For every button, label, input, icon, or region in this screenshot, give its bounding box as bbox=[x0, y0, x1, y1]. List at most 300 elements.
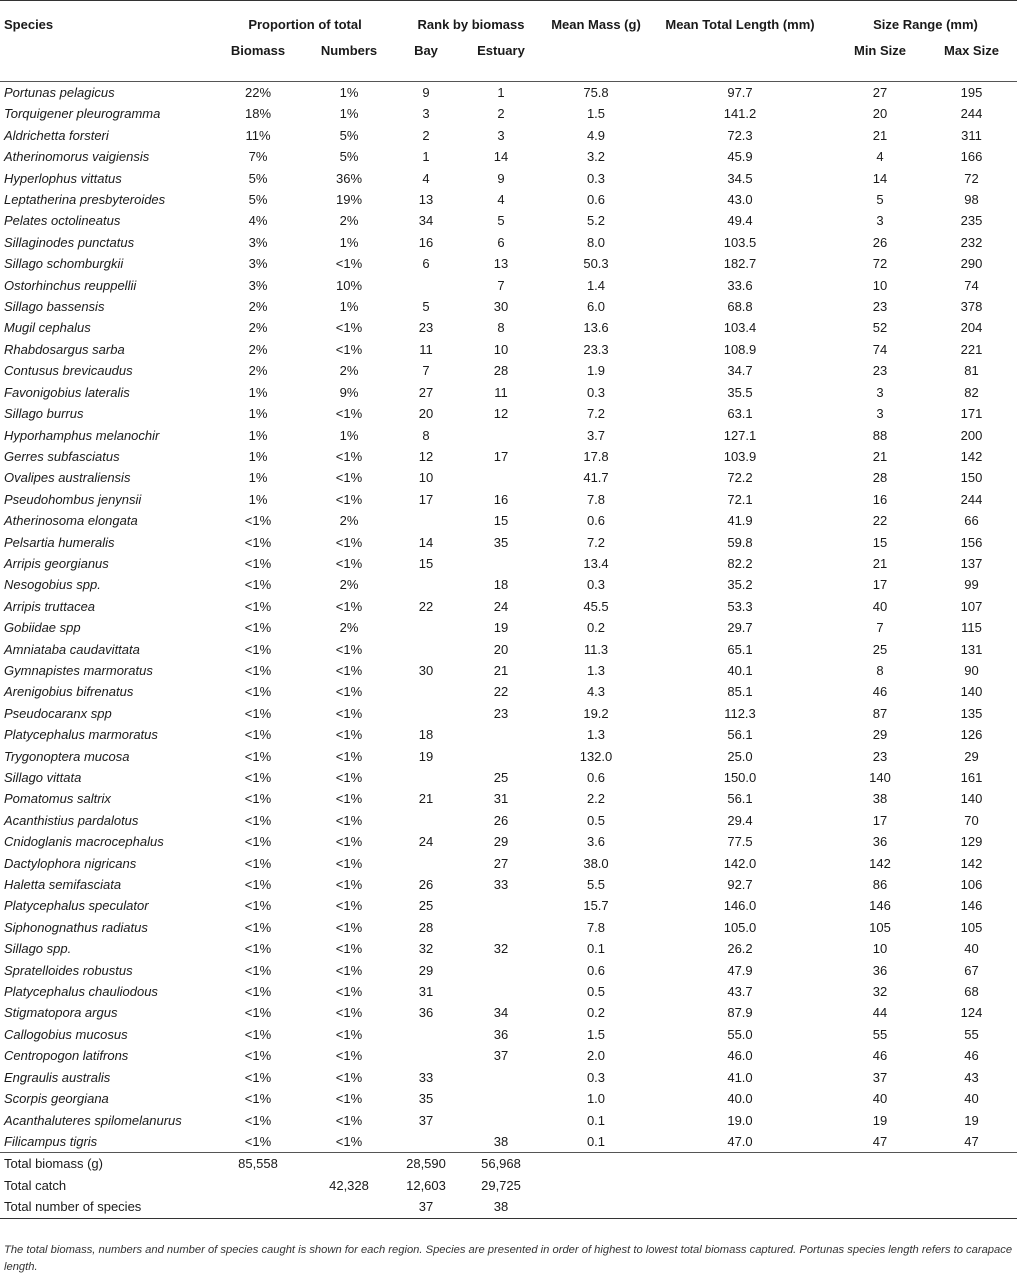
estuary-cell: 4 bbox=[497, 192, 505, 208]
biomass-cell: <1% bbox=[244, 1048, 272, 1064]
numbers-cell: <1% bbox=[335, 684, 363, 700]
species-cell: Ostorhinchus reuppellii bbox=[4, 277, 137, 293]
max-size-cell: 135 bbox=[960, 705, 983, 721]
rank-header: Rank by biomass bbox=[417, 16, 525, 32]
estuary-cell: 2 bbox=[497, 106, 505, 122]
table-row bbox=[0, 1110, 1017, 1131]
min-size-cell: 3 bbox=[876, 406, 884, 422]
biomass-cell: <1% bbox=[244, 1069, 272, 1085]
min-size-cell: 23 bbox=[872, 363, 888, 379]
numbers-cell: <1% bbox=[335, 834, 363, 850]
bay-cell bbox=[396, 1045, 456, 1066]
max-size-cell: 19 bbox=[964, 1112, 979, 1128]
biomass-cell: 1% bbox=[248, 406, 268, 422]
totals-numbers-cell: 42,328 bbox=[329, 1177, 369, 1193]
max-size-cell: 146 bbox=[960, 898, 983, 914]
bay-cell: 34 bbox=[418, 213, 434, 229]
table-row bbox=[0, 724, 1017, 745]
mean-length-cell: 182.7 bbox=[723, 256, 757, 272]
mean-length-cell: 33.6 bbox=[727, 277, 753, 293]
table-row bbox=[0, 574, 1017, 595]
mean-length-cell: 29.4 bbox=[727, 812, 753, 828]
species-cell: Gerres subfasciatus bbox=[4, 448, 120, 464]
max-size-cell: 129 bbox=[960, 834, 983, 850]
species-cell: Nesogobius spp. bbox=[4, 577, 101, 593]
mean-mass-cell: 3.6 bbox=[586, 834, 606, 850]
species-cell: Sillaginodes punctatus bbox=[4, 234, 135, 250]
species-cell: Sillago spp. bbox=[4, 941, 72, 957]
estuary-cell: 29 bbox=[493, 834, 509, 850]
species-cell: Pelsartia humeralis bbox=[4, 534, 115, 550]
mean-mass-cell: 0.3 bbox=[586, 384, 606, 400]
estuary-cell bbox=[456, 425, 546, 446]
biomass-cell: <1% bbox=[244, 577, 272, 593]
max-size-cell: 47 bbox=[964, 1133, 979, 1149]
max-size-cell: 150 bbox=[960, 470, 983, 486]
table-row bbox=[0, 617, 1017, 638]
biomass-cell: 5% bbox=[248, 192, 268, 208]
mean-length-cell: 47.9 bbox=[727, 962, 753, 978]
table-row bbox=[0, 317, 1017, 338]
mean-length-cell: 103.4 bbox=[723, 320, 757, 336]
bay-cell: 36 bbox=[418, 1005, 434, 1021]
biomass-cell: <1% bbox=[244, 1133, 272, 1149]
mean-length-cell: 85.1 bbox=[727, 684, 753, 700]
estuary-cell: 12 bbox=[493, 406, 509, 422]
numbers-cell: <1% bbox=[335, 1091, 363, 1107]
biomass-cell: <1% bbox=[244, 855, 272, 871]
estuary-cell bbox=[456, 724, 546, 745]
totals-row bbox=[0, 1153, 1017, 1175]
totals-bay-cell: 37 bbox=[418, 1199, 434, 1215]
estuary-cell: 10 bbox=[493, 341, 509, 357]
totals-label-cell: Total catch bbox=[4, 1177, 67, 1193]
species-cell: Torquigener pleurogramma bbox=[4, 106, 161, 122]
min-size-cell: 88 bbox=[872, 427, 888, 443]
totals-row bbox=[0, 1175, 1017, 1196]
species-cell: Arenigobius bifrenatus bbox=[4, 684, 134, 700]
min-size-cell: 87 bbox=[872, 705, 888, 721]
biomass-cell: 2% bbox=[248, 341, 268, 357]
mean-mass-cell: 23.3 bbox=[583, 341, 609, 357]
estuary-cell: 14 bbox=[493, 149, 509, 165]
estuary-cell: 6 bbox=[497, 234, 505, 250]
mean-length-cell: 35.5 bbox=[727, 384, 753, 400]
mean-mass-cell: 13.4 bbox=[583, 555, 609, 571]
min-size-cell: 19 bbox=[872, 1112, 888, 1128]
species-cell: Filicampus tigris bbox=[4, 1133, 98, 1149]
numbers-cell: 1% bbox=[339, 427, 359, 443]
estuary-cell: 7 bbox=[497, 277, 505, 293]
numbers-cell: <1% bbox=[335, 341, 363, 357]
max-size-cell: 204 bbox=[960, 320, 983, 336]
mean-length-cell: 41.0 bbox=[727, 1069, 753, 1085]
numbers-cell: 10% bbox=[335, 277, 363, 293]
table-row bbox=[0, 103, 1017, 124]
bay-cell: 19 bbox=[418, 748, 434, 764]
bay-cell: 21 bbox=[418, 791, 434, 807]
min-size-cell: 47 bbox=[872, 1133, 888, 1149]
species-cell: Platycephalus speculator bbox=[4, 898, 149, 914]
min-size-cell: 25 bbox=[872, 641, 888, 657]
min-size-cell: 40 bbox=[872, 1091, 888, 1107]
bay-cell: 23 bbox=[418, 320, 434, 336]
min-size-cell: 46 bbox=[872, 1048, 888, 1064]
numbers-cell: 5% bbox=[339, 127, 359, 143]
table-row bbox=[0, 1067, 1017, 1088]
bay-cell: 1 bbox=[422, 149, 430, 165]
estuary-cell: 38 bbox=[493, 1133, 509, 1149]
mean-length-cell: 26.2 bbox=[727, 941, 753, 957]
table-row bbox=[0, 553, 1017, 574]
max-size-cell: 171 bbox=[960, 406, 983, 422]
max-size-cell: 99 bbox=[964, 577, 979, 593]
mean-mass-cell: 1.9 bbox=[586, 363, 606, 379]
mean-length-cell: 63.1 bbox=[727, 406, 753, 422]
table-row bbox=[0, 1131, 1017, 1153]
min-size-cell: 8 bbox=[876, 662, 884, 678]
species-cell: Dactylophora nigricans bbox=[4, 855, 137, 871]
totals-label-cell: Total number of species bbox=[4, 1199, 142, 1215]
max-size-cell: 244 bbox=[960, 106, 983, 122]
biomass-cell: <1% bbox=[244, 1026, 272, 1042]
bay-cell: 30 bbox=[418, 662, 434, 678]
species-cell: Arripis truttacea bbox=[4, 598, 96, 614]
biomass-cell: 2% bbox=[248, 363, 268, 379]
table-row bbox=[0, 874, 1017, 895]
biomass-cell: 3% bbox=[248, 234, 268, 250]
max-size-header: Max Size bbox=[944, 42, 999, 58]
max-size-cell: 106 bbox=[960, 877, 983, 893]
numbers-cell: <1% bbox=[335, 1005, 363, 1021]
totals-biomass-cell bbox=[214, 1196, 302, 1218]
numbers-cell: <1% bbox=[335, 598, 363, 614]
min-size-cell: 44 bbox=[872, 1005, 888, 1021]
mean-length-cell: 40.0 bbox=[727, 1091, 753, 1107]
numbers-cell: <1% bbox=[335, 1048, 363, 1064]
species-cell: Trygonoptera mucosa bbox=[4, 748, 130, 764]
bay-cell: 24 bbox=[418, 834, 434, 850]
species-cell: Acanthaluteres spilomelanurus bbox=[4, 1112, 182, 1128]
species-cell: Atherinosoma elongata bbox=[4, 513, 138, 529]
biomass-cell: <1% bbox=[244, 1112, 272, 1128]
species-cell: Sillago bassensis bbox=[4, 299, 105, 315]
species-cell: Arripis georgianus bbox=[4, 555, 109, 571]
biomass-cell: <1% bbox=[244, 555, 272, 571]
max-size-cell: 161 bbox=[960, 770, 983, 785]
max-size-cell: 90 bbox=[964, 662, 979, 678]
numbers-header: Numbers bbox=[320, 42, 378, 58]
totals-estuary-cell: 56,968 bbox=[481, 1156, 521, 1172]
numbers-cell: <1% bbox=[335, 984, 363, 1000]
mean-length-cell: 56.1 bbox=[727, 791, 753, 807]
max-size-cell: 235 bbox=[960, 213, 983, 229]
species-cell: Stigmatopora argus bbox=[4, 1005, 118, 1021]
mean-mass-cell: 15.7 bbox=[583, 898, 609, 914]
mean-mass-cell: 0.5 bbox=[586, 812, 606, 828]
estuary-cell bbox=[456, 895, 546, 916]
numbers-cell: <1% bbox=[335, 1069, 363, 1085]
mean-mass-cell: 0.3 bbox=[586, 577, 606, 593]
species-cell: Gymnapistes marmoratus bbox=[4, 662, 153, 678]
bay-cell: 29 bbox=[418, 962, 434, 978]
mean-mass-cell: 50.3 bbox=[583, 256, 609, 272]
min-size-cell: 10 bbox=[872, 277, 888, 293]
numbers-cell: 1% bbox=[339, 85, 359, 100]
biomass-cell: <1% bbox=[244, 834, 272, 850]
mean-length-cell: 82.2 bbox=[727, 555, 753, 571]
biomass-cell: <1% bbox=[244, 877, 272, 893]
max-size-cell: 70 bbox=[964, 812, 979, 828]
bay-cell: 16 bbox=[418, 234, 434, 250]
numbers-cell: <1% bbox=[335, 320, 363, 336]
min-size-cell: 140 bbox=[869, 770, 891, 785]
estuary-cell: 19 bbox=[493, 620, 509, 636]
estuary-cell: 15 bbox=[493, 513, 509, 529]
bay-cell: 20 bbox=[418, 406, 434, 422]
estuary-cell: 11 bbox=[494, 384, 508, 400]
mean-length-cell: 29.7 bbox=[727, 620, 753, 636]
numbers-cell: <1% bbox=[335, 748, 363, 764]
table-row bbox=[0, 168, 1017, 189]
bay-cell: 8 bbox=[422, 427, 430, 443]
numbers-cell: 2% bbox=[339, 213, 359, 229]
species-cell: Siphonognathus radiatus bbox=[4, 919, 148, 935]
mean-mass-cell: 0.1 bbox=[586, 1133, 606, 1149]
biomass-cell: 22% bbox=[244, 85, 272, 100]
species-cell: Hyperlophus vittatus bbox=[4, 170, 122, 186]
species-cell: Contusus brevicaudus bbox=[4, 363, 133, 379]
mean-length-cell: 87.9 bbox=[727, 1005, 753, 1021]
bay-cell: 33 bbox=[418, 1069, 434, 1085]
table-row bbox=[0, 446, 1017, 467]
table-row bbox=[0, 1045, 1017, 1066]
species-cell: Cnidoglanis macrocephalus bbox=[4, 834, 164, 850]
proportion-header: Proportion of total bbox=[248, 16, 362, 32]
mean-mass-cell: 4.9 bbox=[586, 127, 606, 143]
max-size-cell: 74 bbox=[964, 277, 979, 293]
estuary-cell bbox=[456, 467, 546, 488]
mean-mass-cell: 41.7 bbox=[583, 470, 609, 486]
table-row bbox=[0, 210, 1017, 231]
mean-length-cell: 77.5 bbox=[727, 834, 753, 850]
totals-estuary-cell: 38 bbox=[493, 1199, 509, 1215]
mean-length-cell: 127.1 bbox=[723, 427, 757, 443]
min-size-cell: 21 bbox=[872, 448, 888, 464]
biomass-cell: <1% bbox=[244, 534, 272, 550]
header-row-primary bbox=[0, 1, 1017, 38]
numbers-cell: <1% bbox=[335, 962, 363, 978]
mean-mass-cell: 0.6 bbox=[586, 513, 606, 529]
mean-length-cell: 55.0 bbox=[727, 1026, 753, 1042]
bay-cell: 28 bbox=[418, 919, 434, 935]
max-size-cell: 137 bbox=[960, 555, 983, 571]
min-size-cell: 17 bbox=[872, 577, 888, 593]
min-size-cell: 28 bbox=[872, 470, 888, 486]
min-size-cell: 38 bbox=[872, 791, 888, 807]
min-size-cell: 21 bbox=[872, 127, 888, 143]
mean-mass-cell: 0.2 bbox=[586, 1005, 606, 1021]
estuary-cell bbox=[456, 917, 546, 938]
estuary-cell: 5 bbox=[497, 213, 505, 229]
min-size-cell: 26 bbox=[872, 234, 888, 250]
numbers-cell: <1% bbox=[335, 1133, 363, 1149]
max-size-cell: 195 bbox=[960, 85, 983, 100]
numbers-cell: 2% bbox=[339, 620, 359, 636]
mean-mass-cell: 2.2 bbox=[586, 791, 606, 807]
max-size-cell: 311 bbox=[961, 127, 982, 143]
bay-cell: 37 bbox=[418, 1112, 434, 1128]
mean-length-cell: 97.7 bbox=[727, 85, 753, 100]
mean-mass-cell: 3.2 bbox=[586, 149, 606, 165]
max-size-cell: 43 bbox=[964, 1069, 979, 1085]
max-size-cell: 82 bbox=[964, 384, 979, 400]
max-size-cell: 200 bbox=[960, 427, 983, 443]
bay-cell: 6 bbox=[422, 256, 430, 272]
max-size-cell: 140 bbox=[960, 791, 983, 807]
species-cell: Ovalipes australiensis bbox=[4, 470, 131, 486]
biomass-cell: 1% bbox=[248, 491, 268, 507]
mean-mass-cell: 1.3 bbox=[586, 727, 606, 743]
mean-mass-cell: 6.0 bbox=[586, 299, 606, 315]
mean-length-cell: 47.0 bbox=[727, 1133, 753, 1149]
table-row bbox=[0, 831, 1017, 852]
species-cell: Pomatomus saltrix bbox=[4, 791, 111, 807]
max-size-cell: 81 bbox=[964, 363, 979, 379]
bay-header: Bay bbox=[414, 42, 438, 58]
min-size-cell: 146 bbox=[869, 898, 891, 914]
min-size-cell: 7 bbox=[876, 620, 884, 636]
numbers-cell: <1% bbox=[335, 641, 363, 657]
numbers-cell: <1% bbox=[335, 919, 363, 935]
table-row bbox=[0, 703, 1017, 724]
max-size-cell: 40 bbox=[964, 1091, 979, 1107]
max-size-cell: 221 bbox=[960, 341, 983, 357]
estuary-cell: 27 bbox=[493, 855, 509, 871]
min-size-cell: 27 bbox=[872, 85, 888, 100]
table-row bbox=[0, 360, 1017, 381]
table-row bbox=[0, 746, 1017, 767]
min-size-cell: 29 bbox=[872, 727, 888, 743]
min-size-cell: 3 bbox=[876, 213, 884, 229]
biomass-cell: <1% bbox=[244, 641, 272, 657]
mean-mass-cell: 0.6 bbox=[586, 192, 606, 208]
bay-cell: 4 bbox=[422, 170, 430, 186]
bay-cell bbox=[396, 639, 456, 660]
mean-mass-cell: 0.3 bbox=[586, 170, 606, 186]
max-size-cell: 68 bbox=[964, 984, 979, 1000]
biomass-cell: 2% bbox=[248, 299, 268, 315]
bay-cell: 7 bbox=[422, 363, 430, 379]
biomass-cell: <1% bbox=[244, 598, 272, 614]
mean-length-cell: 108.9 bbox=[723, 341, 757, 357]
mean-length-cell: 59.8 bbox=[727, 534, 753, 550]
totals-estuary-cell: 29,725 bbox=[481, 1177, 521, 1193]
mean-mass-cell: 11.3 bbox=[583, 641, 609, 657]
min-size-cell: 20 bbox=[872, 106, 888, 122]
estuary-cell: 35 bbox=[493, 534, 509, 550]
min-size-cell: 5 bbox=[876, 192, 884, 208]
table-row bbox=[0, 125, 1017, 146]
mean-mass-cell: 0.1 bbox=[586, 941, 606, 957]
table-row bbox=[0, 425, 1017, 446]
max-size-cell: 142 bbox=[960, 855, 983, 871]
max-size-cell: 46 bbox=[964, 1048, 979, 1064]
estuary-cell: 34 bbox=[493, 1005, 509, 1021]
mean-length-cell: 72.2 bbox=[727, 470, 753, 486]
mean-length-cell: 56.1 bbox=[727, 727, 753, 743]
bay-cell: 22 bbox=[418, 598, 434, 614]
bay-cell: 2 bbox=[422, 127, 430, 143]
max-size-cell: 98 bbox=[964, 192, 979, 208]
table-row bbox=[0, 810, 1017, 831]
mean-length-cell: 19.0 bbox=[727, 1112, 753, 1128]
estuary-cell: 24 bbox=[493, 598, 509, 614]
mean-mass-header: Mean Mass (g) bbox=[551, 16, 641, 32]
table-row bbox=[0, 382, 1017, 403]
mean-length-cell: 43.7 bbox=[727, 984, 753, 1000]
mean-mass-cell: 1.0 bbox=[586, 1091, 606, 1107]
table-row bbox=[0, 788, 1017, 809]
estuary-cell: 26 bbox=[493, 812, 509, 828]
biomass-cell: 1% bbox=[248, 448, 268, 464]
max-size-cell: 156 bbox=[960, 534, 983, 550]
estuary-cell: 3 bbox=[497, 127, 505, 143]
species-cell: Platycephalus chauliodous bbox=[4, 984, 158, 1000]
biomass-cell: <1% bbox=[244, 684, 272, 700]
numbers-cell: <1% bbox=[335, 1112, 363, 1128]
totals-row bbox=[0, 1196, 1017, 1218]
biomass-cell: <1% bbox=[244, 962, 272, 978]
bay-cell: 12 bbox=[418, 448, 434, 464]
species-cell: Mugil cephalus bbox=[4, 320, 91, 336]
mean-length-cell: 112.3 bbox=[724, 705, 756, 721]
min-size-cell: 14 bbox=[872, 170, 888, 186]
estuary-cell: 23 bbox=[493, 705, 509, 721]
table-row bbox=[0, 296, 1017, 317]
max-size-cell: 124 bbox=[960, 1005, 983, 1021]
species-cell: Sillago schomburgkii bbox=[4, 256, 124, 272]
numbers-cell: 1% bbox=[339, 106, 359, 122]
species-cell: Acanthistius pardalotus bbox=[4, 812, 139, 828]
biomass-cell: 7% bbox=[248, 149, 268, 165]
table-row bbox=[0, 275, 1017, 296]
mean-mass-cell: 7.2 bbox=[586, 406, 606, 422]
mean-mass-cell: 0.6 bbox=[586, 962, 606, 978]
totals-rows bbox=[0, 1153, 1017, 1218]
table-row bbox=[0, 146, 1017, 167]
estuary-cell bbox=[456, 1067, 546, 1088]
table-row bbox=[0, 253, 1017, 274]
table-row bbox=[0, 596, 1017, 617]
numbers-cell: <1% bbox=[335, 448, 363, 464]
min-size-cell: 36 bbox=[872, 962, 888, 978]
min-size-cell: 17 bbox=[872, 812, 888, 828]
table-row bbox=[0, 639, 1017, 660]
species-cell: Spratelloides robustus bbox=[4, 962, 133, 978]
min-size-cell: 74 bbox=[872, 341, 888, 357]
mean-mass-cell: 1.3 bbox=[586, 662, 606, 678]
numbers-cell: <1% bbox=[335, 705, 363, 721]
bay-cell: 13 bbox=[418, 192, 434, 208]
mean-mass-cell: 1.4 bbox=[586, 277, 606, 293]
mean-mass-cell: 3.7 bbox=[586, 427, 606, 443]
bay-cell bbox=[396, 703, 456, 724]
table-footnote: The total biomass, numbers and number of species caught is shown for each region. Species are presented in order of highest to lowest total biomass captured. Portunas species length refers to carapace length. bbox=[4, 1244, 1013, 1273]
table-row bbox=[0, 403, 1017, 424]
mean-length-cell: 146.0 bbox=[723, 898, 757, 914]
mean-length-cell: 34.7 bbox=[727, 363, 753, 379]
